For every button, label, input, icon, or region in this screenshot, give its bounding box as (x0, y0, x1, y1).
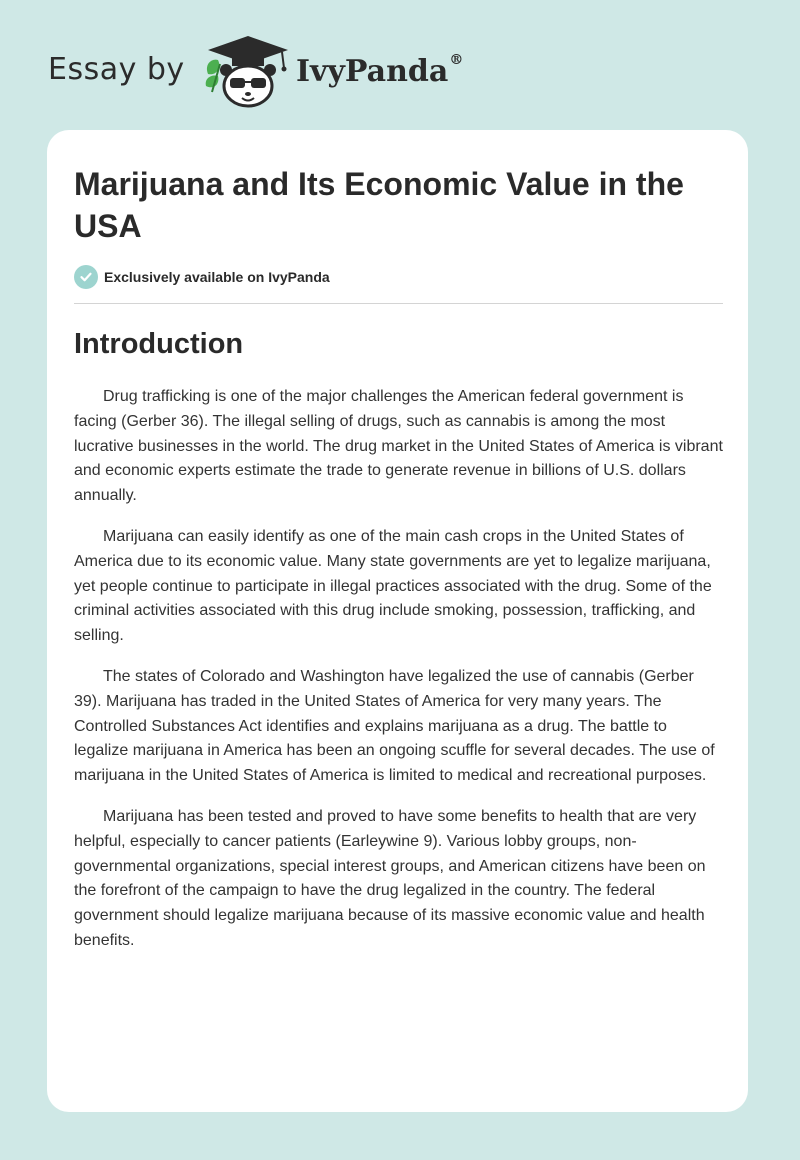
article-card (47, 130, 748, 1112)
paragraph: The states of Colorado and Washington have legalized the use of cannabis (Gerber 39). Marijuana has traded in the United States of America for very many years. The Controlled Substances Act identifies and explains marijuana as a drug. The battle to legalize marijuana in America has been an ongoing scuffle for several decades. The use of marijuana in the United States of America is limited to medical and recreational purposes. (74, 667, 715, 785)
divider (74, 303, 723, 304)
brand-text: IvyPanda (296, 54, 449, 89)
paragraph: Marijuana can easily identify as one of the main cash crops in the United States of America due to its economic value. Many state governments are yet to legalize marijuana, yet people continue to participate in illegal practices associated with the drug. Some of the criminal activities associated with this drug include smoking, possession, trafficking, and selling. (74, 527, 712, 645)
exclusive-badge (74, 264, 330, 290)
essay-by-label: Essay by (48, 52, 185, 87)
paragraph: Marijuana has been tested and proved to have some benefits to health that are very helpful, especially to cancer patients (Earleywine 9). Various lobby groups, non-governmental organizations, special interest groups, and American citizens have been on the forefront of the campaign to have the drug legalized in the country. The federal government should legalize marijuana because of its massive economic value and health benefits. (74, 807, 706, 949)
site-header (0, 0, 800, 130)
exclusive-label: Exclusively available on IvyPanda (104, 269, 330, 285)
panda-graduate-logo-icon[interactable] (202, 34, 294, 110)
article-body (74, 385, 724, 970)
registered-mark: ® (449, 52, 464, 68)
check-icon (74, 265, 98, 289)
article-title: Marijuana and Its Economic Value in the USA (74, 166, 684, 244)
brand-name[interactable] (296, 54, 463, 89)
section-heading: Introduction (74, 328, 244, 360)
paragraph: Drug trafficking is one of the major challenges the American federal government is facing (Gerber 36). The illegal selling of drugs, such as cannabis is among the most lucrative businesses in the world. The drug market in the United States of America is vibrant and economic experts estimate the trade to generate revenue in billions of U.S. dollars annually. (74, 388, 723, 505)
